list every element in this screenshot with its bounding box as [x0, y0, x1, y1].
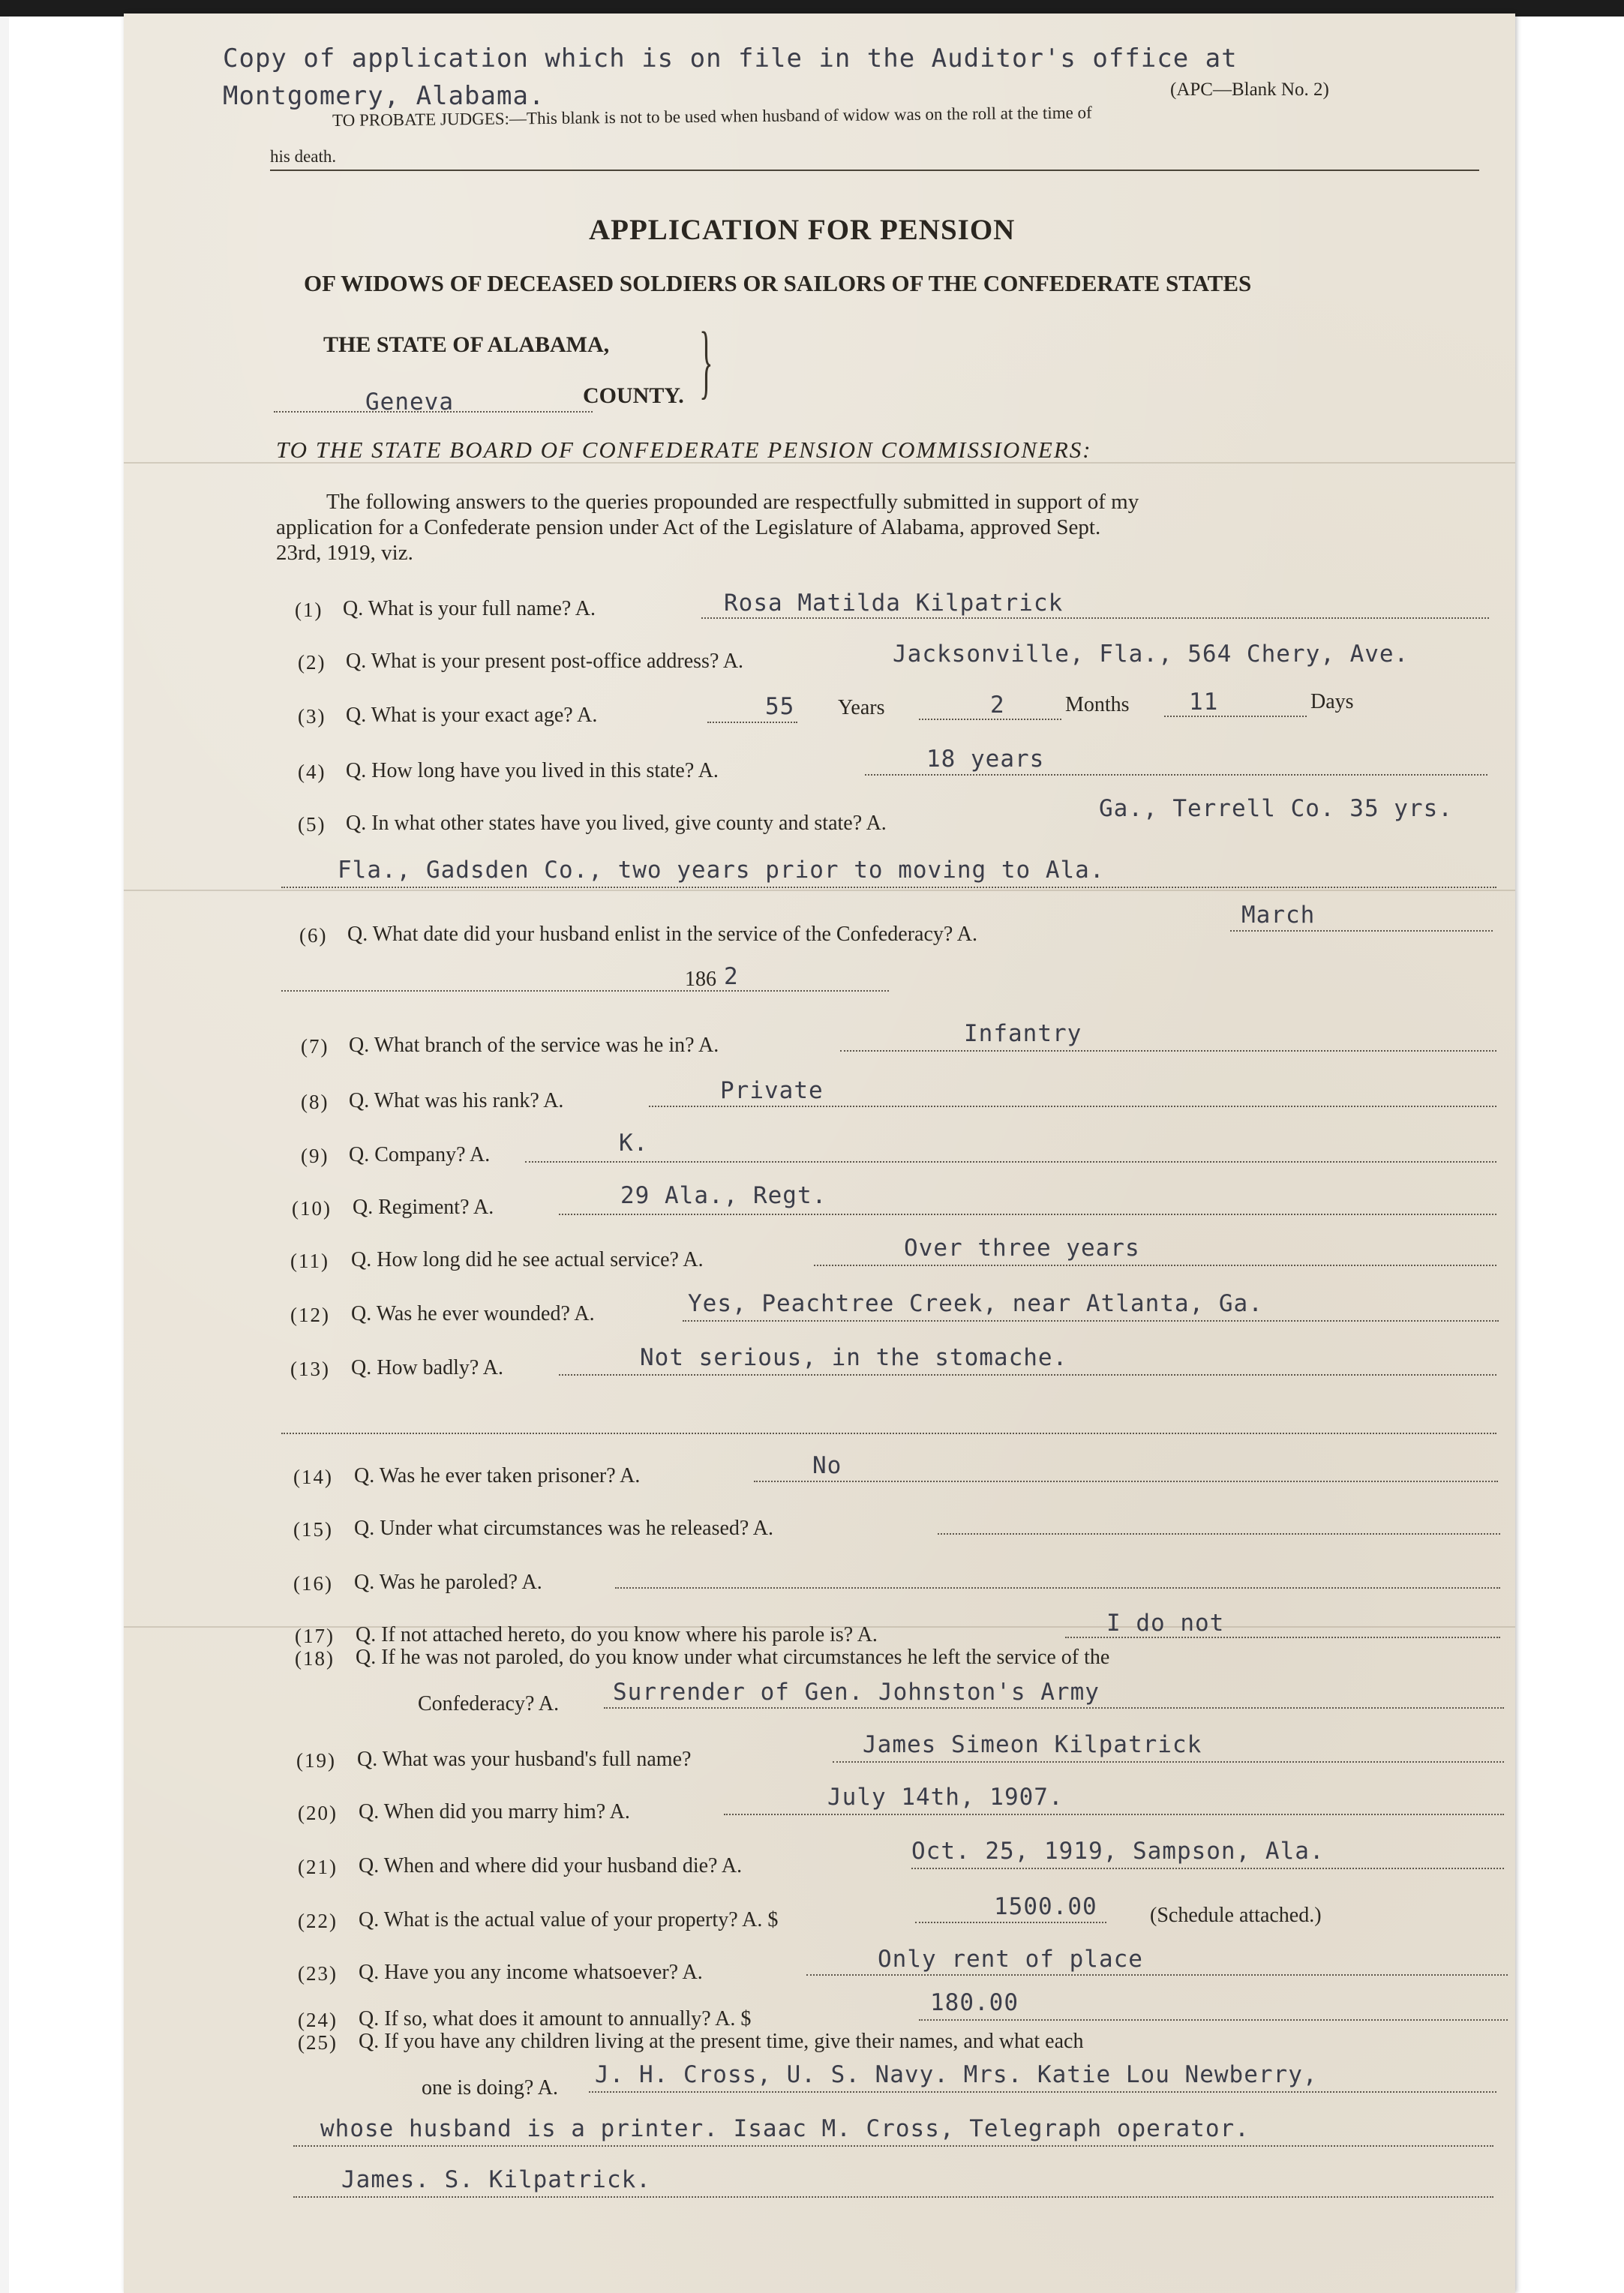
answer-full-name: Rosa Matilda Kilpatrick [724, 590, 1064, 617]
question-number: (15) [293, 1518, 333, 1541]
answer-line [1065, 1637, 1500, 1638]
intro-line-1: The following answers to the queries propounded are respectfully submitted in support of my [326, 490, 1139, 514]
brace-glyph: } [699, 315, 713, 407]
addressee-line: TO THE STATE BOARD OF CONFEDERATE PENSION COMMISSIONERS: [276, 437, 1092, 463]
answer-children-line-3: James. S. Kilpatrick. [341, 2166, 651, 2193]
answer-regiment: 29 Ala., Regt. [620, 1182, 827, 1209]
answer-line [919, 719, 1061, 720]
question-text: Q. Was he ever wounded? A. [351, 1302, 595, 1325]
question-text: Q. If not attached hereto, do you know where his parole is? A. [356, 1623, 878, 1646]
question-text: Q. If he was not paroled, do you know under what circumstances he left the service of the [356, 1646, 1110, 1669]
answer-income: Only rent of place [878, 1946, 1143, 1973]
blank-number: (APC—Blank No. 2) [1170, 80, 1329, 100]
answer-line [701, 617, 1489, 619]
answer-wounded: Yes, Peachtree Creek, near Atlanta, Ga. [688, 1290, 1263, 1317]
answer-left-service: Surrender of Gen. Johnston's Army [613, 1679, 1100, 1706]
copy-notice-line-2: Montgomery, Alabama. [223, 81, 545, 111]
question-number: (3) [298, 705, 326, 728]
answer-line [814, 1265, 1496, 1266]
intro-line-3: 23rd, 1919, viz. [276, 541, 413, 565]
answer-husband-name: James Simeon Kilpatrick [863, 1731, 1202, 1758]
answer-line [293, 2196, 1493, 2198]
answer-line [865, 774, 1487, 776]
county-value: Geneva [365, 389, 454, 416]
answer-line [754, 1481, 1498, 1482]
years-label: Years [838, 696, 885, 719]
question-number: (11) [290, 1250, 329, 1272]
form-title: APPLICATION FOR PENSION [589, 214, 1016, 246]
answer-line [293, 2145, 1493, 2147]
answer-branch: Infantry [964, 1020, 1082, 1047]
question-number: (20) [298, 1802, 338, 1824]
answer-line [1230, 930, 1493, 932]
intro-line-2: application for a Confederate pension under Act of the Legislature of Alabama, approved Sept. [276, 515, 1101, 539]
header-rule [270, 170, 1479, 171]
question-number: (8) [301, 1091, 329, 1113]
question-text-cont: Confederacy? A. [418, 1692, 560, 1715]
question-number: (16) [293, 1572, 333, 1595]
county-label: COUNTY. [583, 383, 684, 408]
answer-company: K. [619, 1130, 649, 1157]
state-label: THE STATE OF ALABAMA, [323, 332, 610, 357]
question-number: (24) [298, 2009, 338, 2031]
question-text: Q. When and where did your husband die? A. [359, 1854, 743, 1877]
answer-children-line-1: J. H. Cross, U. S. Navy. Mrs. Katie Lou Newberry, [595, 2061, 1318, 2088]
question-number: (13) [290, 1358, 330, 1380]
answer-how-badly: Not serious, in the stomache. [640, 1344, 1068, 1371]
answer-line [525, 1161, 1496, 1163]
answer-line [615, 1587, 1500, 1589]
question-text: Q. What is the actual value of your property? A. $ [359, 1908, 779, 1931]
enlist-year-prefix: 186 [685, 968, 716, 991]
question-number: (4) [298, 761, 326, 783]
answer-service-length: Over three years [904, 1235, 1140, 1262]
application-form-page [124, 14, 1515, 2293]
answer-line [683, 1320, 1499, 1322]
question-text: Q. Have you any income whatsoever? A. [359, 1961, 703, 1984]
answer-line [281, 1433, 1496, 1434]
question-text: Q. Was he ever taken prisoner? A. [354, 1464, 641, 1487]
answer-line [724, 1814, 1504, 1815]
answer-line [806, 1974, 1508, 1976]
question-text: Q. What branch of the service was he in? A. [349, 1034, 719, 1057]
question-number: (23) [298, 1962, 338, 1985]
question-number: (2) [298, 651, 326, 674]
answer-line [911, 1868, 1504, 1869]
answer-age-days: 11 [1189, 689, 1219, 716]
answer-line [915, 1922, 1106, 1923]
answer-line [281, 887, 1496, 888]
copy-notice-line-1: Copy of application which is on file in the Auditor's office at [223, 44, 1238, 74]
question-number: (25) [298, 2031, 338, 2054]
question-text: Q. When did you marry him? A. [359, 1800, 630, 1823]
probate-judges-notice: TO PROBATE JUDGES:—This blank is not to be used when husband of widow was on the roll at the time of [332, 103, 1092, 130]
question-number: (17) [295, 1625, 335, 1647]
question-text-cont: one is doing? A. [422, 2076, 558, 2099]
answer-parole-location: I do not [1106, 1610, 1225, 1637]
question-text: Q. What is your present post-office address? A. [346, 650, 744, 673]
question-text: Q. Under what circumstances was he released? A. [354, 1517, 774, 1540]
question-text: Q. How long have you lived in this state? A. [346, 759, 719, 782]
question-number: (10) [292, 1197, 332, 1220]
question-text: Q. If you have any children living at the present time, give their names, and what each [359, 2030, 1084, 2053]
schedule-attached-note: (Schedule attached.) [1150, 1904, 1322, 1927]
question-text: Q. How badly? A. [351, 1356, 503, 1379]
scan-margin [0, 0, 9, 2293]
answer-line [919, 2019, 1508, 2021]
question-text: Q. How long did he see actual service? A. [351, 1248, 704, 1271]
question-number: (19) [296, 1749, 336, 1772]
question-number: (1) [295, 599, 323, 621]
question-text: Q. Regiment? A. [353, 1196, 494, 1219]
answer-prisoner: No [812, 1452, 842, 1479]
days-label: Days [1310, 690, 1354, 713]
answer-marriage-date: July 14th, 1907. [827, 1784, 1064, 1811]
answer-address: Jacksonville, Fla., 564 Chery, Ave. [893, 641, 1409, 668]
question-number: (7) [301, 1035, 329, 1058]
answer-death: Oct. 25, 1919, Sampson, Ala. [911, 1838, 1325, 1865]
answer-line [649, 1106, 1496, 1107]
answer-line [833, 1761, 1504, 1763]
answer-age-months: 2 [990, 692, 1005, 719]
question-number: (6) [299, 924, 328, 947]
answer-line [559, 1214, 1496, 1215]
question-number: (9) [301, 1145, 329, 1167]
question-number: (12) [290, 1304, 330, 1326]
question-number: (21) [298, 1856, 338, 1878]
question-text: Q. What is your full name? A. [343, 597, 596, 620]
answer-line [707, 722, 797, 723]
question-text: Q. What is your exact age? A. [346, 704, 598, 727]
question-text: Q. Company? A. [349, 1143, 491, 1166]
question-text: Q. What date did your husband enlist in the service of the Confederacy? A. [347, 923, 978, 946]
answer-line [559, 1374, 1496, 1376]
answer-line [604, 1707, 1504, 1709]
answer-years-in-state: 18 years [926, 746, 1045, 773]
probate-judges-notice-cont: his death. [270, 147, 337, 166]
answer-annual-amount: 180.00 [930, 1989, 1019, 2016]
question-number: (5) [298, 813, 326, 836]
answer-line [840, 1050, 1496, 1052]
question-text: Q. Was he paroled? A. [354, 1571, 542, 1594]
question-text: Q. What was his rank? A. [349, 1089, 564, 1112]
question-number: (22) [298, 1910, 338, 1932]
answer-property-value: 1500.00 [994, 1893, 1097, 1920]
answer-rank: Private [720, 1077, 824, 1104]
question-number: (14) [293, 1466, 333, 1488]
answer-enlist-year-digit: 2 [724, 963, 739, 990]
answer-line [589, 2091, 1496, 2093]
answer-other-states: Ga., Terrell Co. 35 yrs. [1099, 795, 1453, 822]
answer-children-line-2: whose husband is a printer. Isaac M. Cross, Telegraph operator. [320, 2115, 1250, 2142]
question-text: Q. If so, what does it amount to annually? A. $ [359, 2007, 752, 2030]
form-subtitle: OF WIDOWS OF DECEASED SOLDIERS OR SAILORS OF THE CONFEDERATE STATES [304, 270, 1252, 296]
months-label: Months [1065, 693, 1130, 716]
answer-line [1164, 716, 1307, 717]
question-number: (18) [295, 1647, 335, 1670]
answer-line [938, 1533, 1500, 1535]
answer-age-years: 55 [765, 693, 795, 720]
answer-other-states-cont: Fla., Gadsden Co., two years prior to moving to Ala. [338, 857, 1105, 884]
answer-line [281, 990, 889, 992]
fold-crease [124, 890, 1515, 891]
answer-enlist-month: March [1241, 902, 1316, 929]
question-text: Q. In what other states have you lived, give county and state? A. [346, 812, 887, 835]
question-text: Q. What was your husband's full name? [357, 1748, 692, 1771]
